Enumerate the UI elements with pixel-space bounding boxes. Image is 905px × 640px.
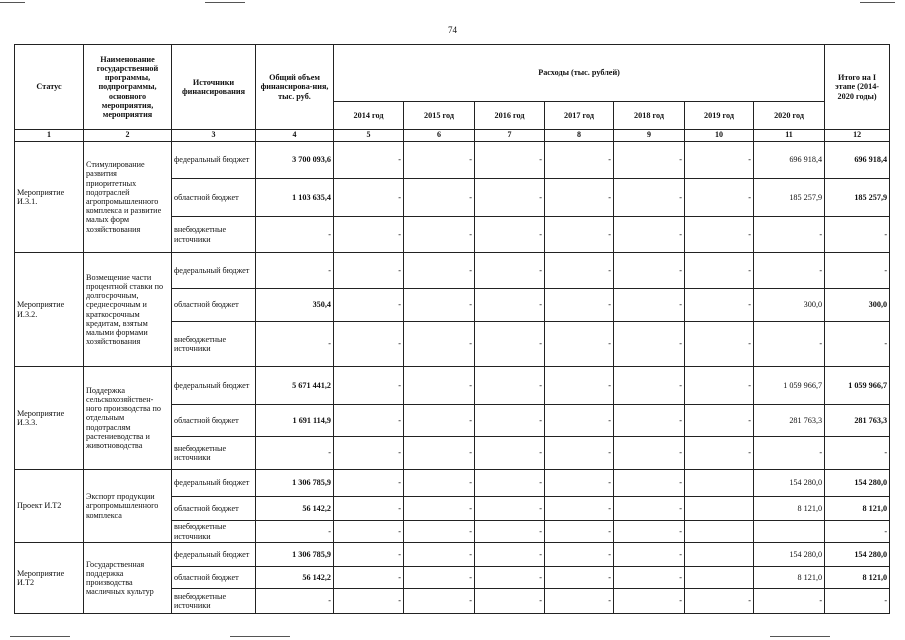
year-value-cell: - [685, 253, 754, 289]
year-value-cell: - [545, 543, 614, 567]
year-value-cell: - [404, 589, 475, 614]
year-value-cell: - [475, 367, 545, 405]
year-value-cell: - [685, 367, 754, 405]
stage-total-cell: 8 121,0 [825, 497, 890, 521]
column-number: 2 [84, 130, 172, 142]
header-status: Статус [15, 45, 84, 130]
year-value-cell: - [614, 543, 685, 567]
header-stage-total: Итого на I этапе (2014-2020 годы) [825, 45, 890, 130]
stage-total-cell: - [825, 589, 890, 614]
header-name: Наименование государственной программы, подпрограммы, основного мероприятия, мероприятия [84, 45, 172, 130]
year-value-cell: - [614, 142, 685, 179]
funding-source-cell: областной бюджет [172, 405, 256, 437]
year-value-cell: - [545, 289, 614, 322]
year-value-cell: - [404, 142, 475, 179]
total-volume-cell: - [256, 589, 334, 614]
year-value-cell: - [404, 405, 475, 437]
year-value-cell [685, 470, 754, 497]
status-cell: Мероприятие И.3.1. [15, 142, 84, 253]
year-value-cell: - [334, 521, 404, 543]
column-number: 5 [334, 130, 404, 142]
year-value-cell: - [545, 142, 614, 179]
year-value-cell: - [685, 217, 754, 253]
total-volume-cell: 1 103 635,4 [256, 179, 334, 217]
column-number: 12 [825, 130, 890, 142]
year-value-cell: - [475, 289, 545, 322]
funding-source-cell: федеральный бюджет [172, 367, 256, 405]
year-value-cell: - [334, 179, 404, 217]
header-year: 2014 год [334, 102, 404, 130]
stage-total-cell: 154 280,0 [825, 470, 890, 497]
year-value-cell: - [545, 367, 614, 405]
column-number: 10 [685, 130, 754, 142]
year-value-cell: - [475, 142, 545, 179]
header-year: 2015 год [404, 102, 475, 130]
total-volume-cell: 5 671 441,2 [256, 367, 334, 405]
year-value-cell: - [685, 437, 754, 470]
year-value-cell: 300,0 [754, 289, 825, 322]
year-value-cell [754, 521, 825, 543]
year-value-cell: - [334, 543, 404, 567]
year-value-cell: - [614, 405, 685, 437]
stage-total-cell: - [825, 253, 890, 289]
activity-name-cell: Экспорт продукции агропромышленного комплекса [84, 470, 172, 543]
header-year: 2019 год [685, 102, 754, 130]
activity-name-cell: Поддержка сельскохозяйствен-ного производства по отдельным подотраслям растениеводства и животноводства [84, 367, 172, 470]
year-value-cell: - [334, 289, 404, 322]
year-value-cell: - [475, 322, 545, 367]
year-value-cell: - [685, 322, 754, 367]
stage-total-cell: - [825, 521, 890, 543]
year-value-cell: - [334, 367, 404, 405]
header-year: 2016 год [475, 102, 545, 130]
year-value-cell [685, 543, 754, 567]
year-value-cell: - [545, 179, 614, 217]
funding-source-cell: областной бюджет [172, 289, 256, 322]
year-value-cell: - [614, 179, 685, 217]
year-value-cell: - [754, 589, 825, 614]
year-value-cell: - [614, 521, 685, 543]
status-cell: Мероприятие И.3.2. [15, 253, 84, 367]
top-edge-line-mid [205, 2, 245, 3]
year-value-cell: - [545, 322, 614, 367]
funding-source-cell: федеральный бюджет [172, 142, 256, 179]
year-value-cell: - [685, 289, 754, 322]
year-value-cell: - [404, 497, 475, 521]
year-value-cell: 185 257,9 [754, 179, 825, 217]
funding-source-cell: областной бюджет [172, 179, 256, 217]
total-volume-cell: 1 306 785,9 [256, 543, 334, 567]
year-value-cell: - [475, 567, 545, 589]
column-number: 11 [754, 130, 825, 142]
funding-source-cell: внебюджетные источники [172, 589, 256, 614]
stage-total-cell: 8 121,0 [825, 567, 890, 589]
year-value-cell: - [545, 405, 614, 437]
year-value-cell: - [614, 289, 685, 322]
table-row [15, 543, 890, 567]
total-volume-cell: 56 142,2 [256, 497, 334, 521]
year-value-cell: - [404, 179, 475, 217]
year-value-cell: - [475, 217, 545, 253]
year-value-cell: - [754, 217, 825, 253]
year-value-cell: - [614, 497, 685, 521]
table-body [15, 142, 890, 614]
year-value-cell: - [614, 567, 685, 589]
year-value-cell: - [614, 470, 685, 497]
header-expenses: Расходы (тыс. рублей) [334, 45, 825, 102]
year-value-cell: - [334, 322, 404, 367]
year-value-cell: - [614, 437, 685, 470]
year-value-cell: - [754, 322, 825, 367]
total-volume-cell: 1 306 785,9 [256, 470, 334, 497]
year-value-cell: - [334, 253, 404, 289]
year-value-cell: - [404, 217, 475, 253]
top-edge-line-left [0, 2, 25, 3]
year-value-cell: - [404, 470, 475, 497]
header-total-volume: Общий объем финансирова-ния, тыс. руб. [256, 45, 334, 130]
year-value-cell: - [404, 437, 475, 470]
column-number-row [15, 130, 890, 142]
funding-source-cell: внебюджетные источники [172, 437, 256, 470]
year-value-cell: - [334, 217, 404, 253]
stage-total-cell: 300,0 [825, 289, 890, 322]
stage-total-cell: 696 918,4 [825, 142, 890, 179]
year-value-cell: - [545, 217, 614, 253]
year-value-cell: - [754, 437, 825, 470]
year-value-cell: - [614, 322, 685, 367]
year-value-cell: - [404, 322, 475, 367]
year-value-cell: - [404, 567, 475, 589]
year-value-cell: - [475, 543, 545, 567]
year-value-cell: - [475, 437, 545, 470]
funding-source-cell: внебюджетные источники [172, 521, 256, 543]
year-value-cell: - [545, 567, 614, 589]
column-number: 6 [404, 130, 475, 142]
year-value-cell: 8 121,0 [754, 567, 825, 589]
funding-source-cell: федеральный бюджет [172, 253, 256, 289]
year-value-cell: - [754, 253, 825, 289]
year-value-cell: - [545, 253, 614, 289]
status-cell: Мероприятие И.Т2 [15, 543, 84, 614]
funding-source-cell: областной бюджет [172, 567, 256, 589]
bottom-edge-line-left [10, 636, 70, 637]
year-value-cell: - [685, 179, 754, 217]
total-volume-cell: - [256, 521, 334, 543]
table-row [15, 253, 890, 289]
page-number: 74 [448, 25, 457, 35]
year-value-cell: - [404, 253, 475, 289]
header-year: 2018 год [614, 102, 685, 130]
year-value-cell: - [334, 142, 404, 179]
total-volume-cell: - [256, 322, 334, 367]
year-value-cell: - [545, 470, 614, 497]
total-volume-cell: 56 142,2 [256, 567, 334, 589]
year-value-cell: - [475, 179, 545, 217]
funding-source-cell: областной бюджет [172, 497, 256, 521]
column-number: 7 [475, 130, 545, 142]
stage-total-cell: 185 257,9 [825, 179, 890, 217]
column-number: 1 [15, 130, 84, 142]
year-value-cell: - [475, 470, 545, 497]
column-number: 3 [172, 130, 256, 142]
bottom-edge-line-right [770, 636, 830, 637]
year-value-cell: - [334, 567, 404, 589]
stage-total-cell: - [825, 322, 890, 367]
year-value-cell: 154 280,0 [754, 470, 825, 497]
year-value-cell: - [685, 405, 754, 437]
table-row [15, 367, 890, 405]
year-value-cell: 8 121,0 [754, 497, 825, 521]
header-year: 2020 год [754, 102, 825, 130]
year-value-cell: - [685, 589, 754, 614]
top-edge-line-right [860, 2, 895, 3]
column-number: 8 [545, 130, 614, 142]
total-volume-cell: 3 700 093,6 [256, 142, 334, 179]
activity-name-cell: Государственная поддержка производства масличных культур [84, 543, 172, 614]
year-value-cell: - [614, 367, 685, 405]
table-row [15, 470, 890, 497]
year-value-cell: - [475, 497, 545, 521]
year-value-cell: 154 280,0 [754, 543, 825, 567]
year-value-cell: - [404, 367, 475, 405]
funding-source-cell: федеральный бюджет [172, 470, 256, 497]
total-volume-cell: - [256, 437, 334, 470]
activity-name-cell: Возмещение части процентной ставки по долгосрочным, среднесрочным и краткосрочным кредитам, взятым малыми формами хозяйствования [84, 253, 172, 367]
funding-source-cell: внебюджетные источники [172, 217, 256, 253]
year-value-cell [685, 521, 754, 543]
year-value-cell: - [545, 437, 614, 470]
stage-total-cell: 1 059 966,7 [825, 367, 890, 405]
year-value-cell: - [404, 289, 475, 322]
stage-total-cell: 281 763,3 [825, 405, 890, 437]
header-sources: Источники финансирования [172, 45, 256, 130]
status-cell: Мероприятие И.3.3. [15, 367, 84, 470]
year-value-cell: 696 918,4 [754, 142, 825, 179]
year-value-cell [685, 497, 754, 521]
year-value-cell: - [334, 470, 404, 497]
stage-total-cell: 154 280,0 [825, 543, 890, 567]
year-value-cell: 281 763,3 [754, 405, 825, 437]
year-value-cell: - [404, 521, 475, 543]
bottom-edge-line-mid [230, 636, 290, 637]
column-number: 9 [614, 130, 685, 142]
funding-source-cell: федеральный бюджет [172, 543, 256, 567]
header-year: 2017 год [545, 102, 614, 130]
total-volume-cell: - [256, 217, 334, 253]
table-row [15, 142, 890, 179]
year-value-cell: - [545, 497, 614, 521]
year-value-cell: - [475, 253, 545, 289]
year-value-cell: - [475, 521, 545, 543]
budget-table [14, 44, 890, 614]
year-value-cell: - [334, 497, 404, 521]
year-value-cell: - [475, 589, 545, 614]
activity-name-cell: Стимулирование развития приоритетных подотраслей агропромышленного комплекса и развитие малых форм хозяйствования [84, 142, 172, 253]
total-volume-cell: 350,4 [256, 289, 334, 322]
year-value-cell [685, 567, 754, 589]
year-value-cell: - [334, 589, 404, 614]
year-value-cell: - [334, 437, 404, 470]
total-volume-cell: - [256, 253, 334, 289]
year-value-cell: - [685, 142, 754, 179]
column-number: 4 [256, 130, 334, 142]
year-value-cell: - [614, 217, 685, 253]
stage-total-cell: - [825, 217, 890, 253]
status-cell: Проект И.Т2 [15, 470, 84, 543]
year-value-cell: - [614, 589, 685, 614]
year-value-cell: - [614, 253, 685, 289]
year-value-cell: - [545, 589, 614, 614]
total-volume-cell: 1 691 114,9 [256, 405, 334, 437]
funding-source-cell: внебюджетные источники [172, 322, 256, 367]
stage-total-cell: - [825, 437, 890, 470]
year-value-cell: - [334, 405, 404, 437]
year-value-cell: - [545, 521, 614, 543]
year-value-cell: 1 059 966,7 [754, 367, 825, 405]
year-value-cell: - [475, 405, 545, 437]
year-value-cell: - [404, 543, 475, 567]
